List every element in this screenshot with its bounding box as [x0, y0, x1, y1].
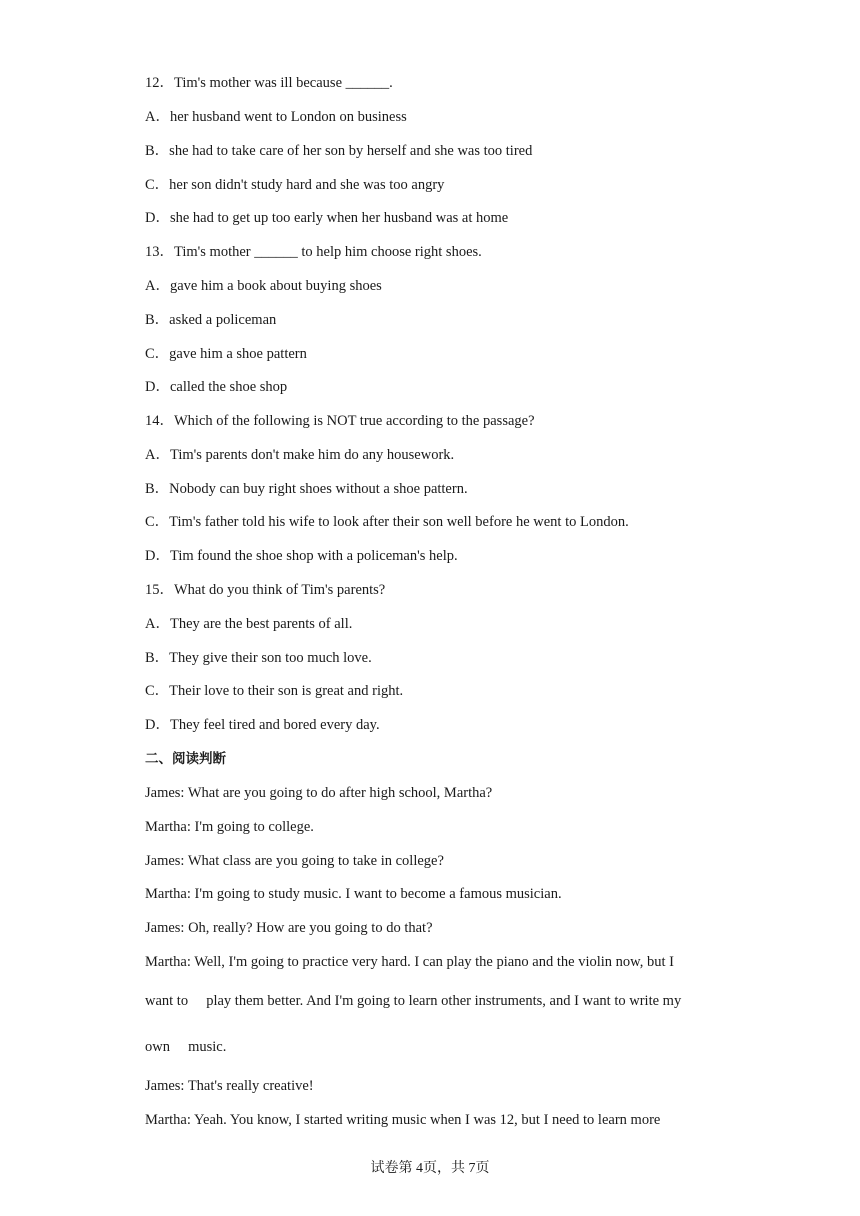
question-13-option-b: B．asked a policeman	[145, 312, 277, 328]
dialogue-line: want to play them better. And I'm going to learn other instruments, and I want to write my	[145, 993, 682, 1009]
question-13-option-d: D．called the shoe shop	[145, 379, 288, 395]
dialogue-line: James: What are you going to do after high school, Martha?	[145, 785, 493, 801]
question-15-stem: 15．What do you think of Tim's parents?	[145, 582, 386, 598]
question-13-option-a: A．gave him a book about buying shoes	[145, 278, 382, 294]
question-12-option-d: D．she had to get up too early when her husband was at home	[145, 210, 509, 226]
question-12-option-c: C．her son didn't study hard and she was too angry	[145, 177, 445, 193]
question-13-stem: 13．Tim's mother ______ to help him choose right shoes.	[145, 244, 482, 260]
dialogue-line: Martha: Yeah. You know, I started writing music when I was 12, but I need to learn more	[145, 1112, 661, 1128]
question-14-option-c: C．Tim's father told his wife to look after their son well before he went to London.	[145, 514, 629, 530]
question-15-option-b: B．They give their son too much love.	[145, 650, 372, 666]
question-14-option-b: B．Nobody can buy right shoes without a shoe pattern.	[145, 481, 468, 497]
dialogue-line: James: That's really creative!	[145, 1078, 314, 1094]
question-12-option-b: B．she had to take care of her son by herself and she was too tired	[145, 143, 533, 159]
question-15-option-a: A．They are the best parents of all.	[145, 616, 353, 632]
page-footer: 试卷第 4页，共 7页	[370, 1161, 490, 1176]
dialogue-line: Martha: I'm going to study music. I want to become a famous musician.	[145, 886, 562, 902]
question-15-option-d: D．They feel tired and bored every day.	[145, 717, 380, 733]
dialogue-line: Martha: I'm going to college.	[145, 819, 314, 835]
question-14-stem: 14．Which of the following is NOT true according to the passage?	[145, 413, 535, 429]
question-13-option-c: C．gave him a shoe pattern	[145, 346, 307, 362]
question-15-option-c: C．Their love to their son is great and right.	[145, 683, 404, 699]
question-14-option-d: D．Tim found the shoe shop with a policeman's help.	[145, 548, 458, 564]
dialogue-line: James: Oh, really? How are you going to do that?	[145, 920, 433, 936]
dialogue-line: James: What class are you going to take in college?	[145, 853, 444, 869]
dialogue-line: own music.	[145, 1039, 227, 1055]
question-12-option-a: A．her husband went to London on business	[145, 109, 407, 125]
dialogue-line: Martha: Well, I'm going to practice very hard. I can play the piano and the violin now, but I	[145, 954, 674, 970]
question-12-stem: 12．Tim's mother was ill because ______.	[145, 75, 393, 91]
question-14-option-a: A．Tim's parents don't make him do any housework.	[145, 447, 455, 463]
section-heading: 二、阅读判断	[145, 751, 226, 767]
